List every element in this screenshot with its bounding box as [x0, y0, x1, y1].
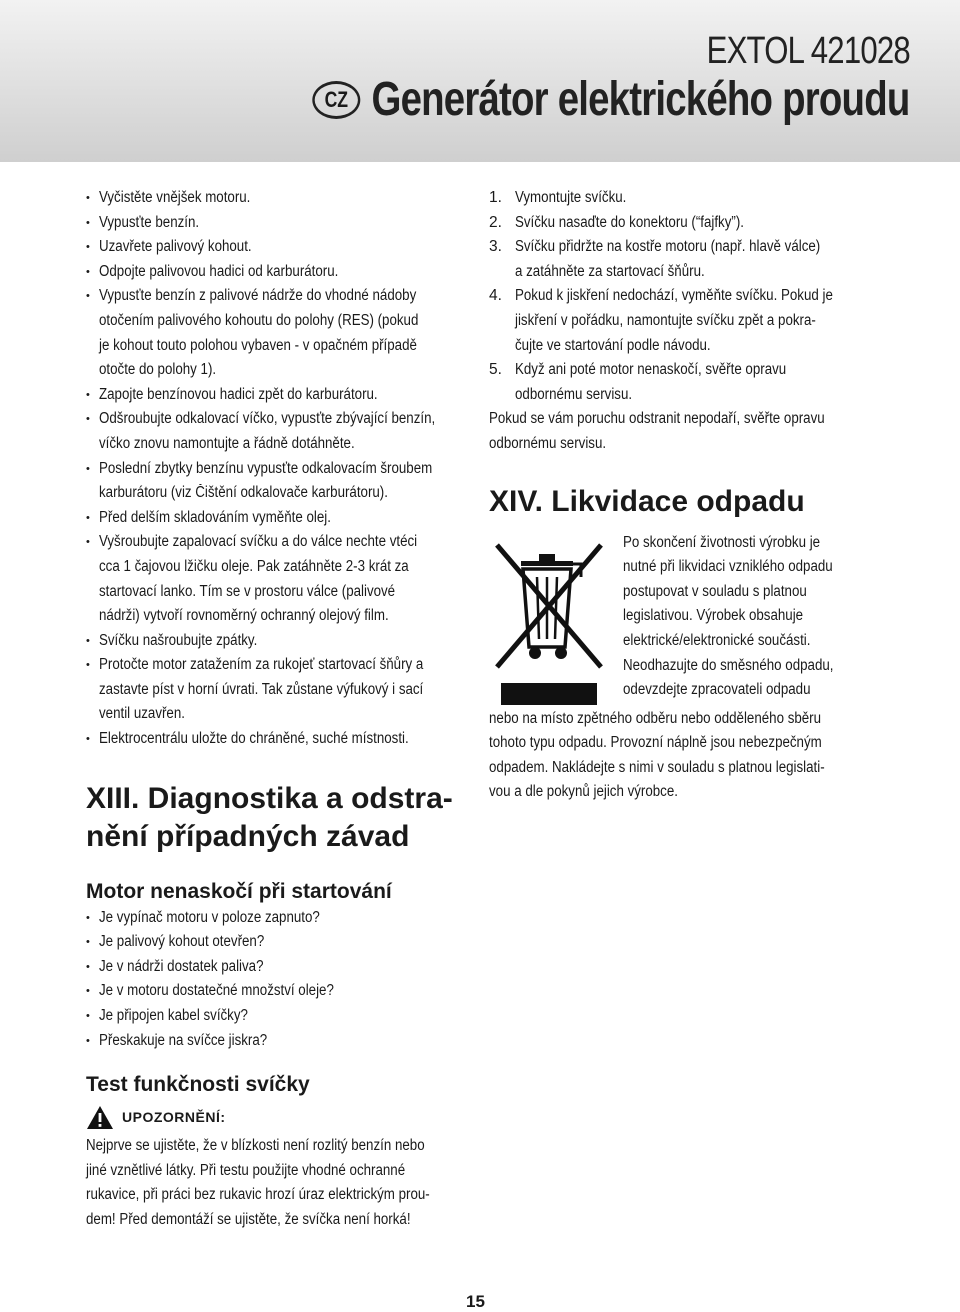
step-item: [489, 284, 869, 358]
warning-text: [86, 1134, 466, 1232]
list-item: [86, 407, 466, 456]
list-item: [86, 629, 466, 654]
list-item-text: Vyčistěte vnějšek motoru.: [99, 189, 251, 206]
list-item-text: Před delším skladováním vyměňte olej.: [99, 508, 331, 526]
list-item: [86, 1029, 466, 1054]
step-text: Když ani poté motor nenaskočí, svěřte opravu: [515, 361, 787, 379]
list-item-text: Vyšroubujte zapalovací svíčku a do válce nechte vtéci: [99, 533, 418, 551]
list-item-text: ventil uzavřen.: [99, 705, 185, 723]
disposal-full-text: [489, 707, 869, 805]
crossed-out-wheelie-bin-icon: [489, 537, 609, 713]
step-number: 2.: [489, 213, 502, 231]
disposal-side-text: [623, 531, 873, 703]
list-item-text: Protočte motor zatažením za rukojeť startovací šňůry a: [99, 656, 424, 674]
disposal-line: nebo na místo zpětného odběru nebo odděleného sběru: [489, 709, 822, 727]
list-item-text: Zapojte benzínovou hadici zpět do karburátoru.: [99, 385, 378, 403]
step-text: čujte ve startování podle návodu.: [515, 336, 711, 354]
disposal-line-row: [623, 580, 873, 605]
disposal-line-row: [489, 731, 869, 756]
disposal-line-row: [623, 654, 873, 679]
list-item-text-row: [99, 979, 466, 1004]
warning-text-line: Nejprve se ujistěte, že v blízkosti není rozlitý benzín nebo: [86, 1137, 425, 1155]
engine-check-list: [86, 906, 466, 1054]
step-text: jiskření v pořádku, namontujte svíčku zpět a pokra-: [515, 311, 816, 329]
step-number: 5.: [489, 361, 502, 379]
paragraph-line-row: [489, 407, 869, 432]
list-item-text-row: [99, 955, 466, 980]
list-item-text: je kohout touto polohou vybaven - v opačném případě: [99, 336, 417, 354]
warning-triangle-icon: [86, 1105, 114, 1130]
list-item-text-row: [99, 186, 466, 211]
list-item: [86, 930, 466, 955]
list-item-text: Poslední zbytky benzínu vypusťte odkalovacím šroubem: [99, 459, 433, 477]
paragraph-line: odbornému servisu.: [489, 434, 607, 452]
list-item-text: Odpojte palivovou hadici od karburátoru.: [99, 262, 339, 280]
section-13-title-line: nění případných závad: [86, 819, 410, 853]
list-item-text: zastavte píst v horní úvrati. Tak zůstane výfukový i sací: [99, 680, 424, 698]
after-steps-text: [489, 407, 869, 456]
list-item-text-row: [99, 506, 466, 531]
disposal-line-row: [623, 531, 873, 556]
list-item-text: Je palivový kohout otevřen?: [99, 933, 265, 951]
list-item: [86, 727, 466, 752]
warning-text-line: dem! Před demontáží se ujistěte, že svíčka není horká!: [86, 1211, 411, 1228]
model-number: EXTOL 421028: [706, 30, 910, 72]
list-item-text: Přeskakuje na svíčce jiskra?: [99, 1031, 268, 1049]
country-badge: CZ: [313, 81, 361, 119]
list-item-text-row: [99, 555, 466, 580]
list-item: [86, 530, 466, 628]
disposal-line-row: [623, 678, 873, 703]
list-item-text: otočte do polohy 1).: [99, 361, 217, 379]
list-item: [86, 653, 466, 727]
list-item-text: otočením palivového kohoutu do polohy (RES) (pokud: [99, 311, 419, 329]
disposal-line: postupovat v souladu s platnou: [623, 582, 807, 600]
disposal-line-row: [489, 707, 869, 732]
step-item: [489, 358, 869, 407]
list-item-text: Je v nádrži dostatek paliva?: [99, 957, 264, 975]
list-item-text-row: [99, 1029, 466, 1054]
page-number: 15: [466, 1292, 485, 1311]
section-14-title: XIV. Likvidace odpadu: [489, 484, 805, 518]
step-item: [489, 186, 869, 211]
disposal-line: Neodhazujte do směsného odpadu,: [623, 656, 834, 674]
step-text: a zatáhněte za startovací šňůru.: [515, 262, 705, 280]
section-13-title-line: XIII. Diagnostika a odstra-: [86, 781, 453, 815]
list-item-text-row: [99, 432, 466, 457]
title-row: [313, 72, 910, 127]
list-item-text: Vypusťte benzín.: [99, 213, 200, 231]
spark-test-steps: [489, 186, 869, 407]
list-item-text: startovací lanko. Tím se v prostoru válce (palivové: [99, 582, 396, 600]
list-item-text-row: [99, 702, 466, 727]
step-number: 1.: [489, 189, 502, 206]
paragraph-line: Pokud se vám poruchu odstranit nepodaří, svěřte opravu: [489, 410, 825, 428]
left-column: [86, 186, 466, 1233]
list-item-text-row: [99, 457, 466, 482]
step-text: Vymontujte svíčku.: [515, 189, 627, 206]
step-item: [489, 211, 869, 236]
step-text: Svíčku přidržte na kostře motoru (např. hlavě válce): [515, 238, 821, 256]
list-item-text: Je vypínač motoru v poloze zapnuto?: [99, 908, 320, 926]
list-item-text: Uzavřete palivový kohout.: [99, 238, 252, 256]
step-text-row: [515, 383, 869, 408]
section-13-title: [86, 780, 466, 856]
disposal-line: legislativou. Výrobek obsahuje: [623, 607, 804, 625]
warning-text-line-row: [86, 1183, 466, 1208]
list-item: [86, 955, 466, 980]
list-item: [86, 260, 466, 285]
warning-text-line-row: [86, 1208, 466, 1233]
list-item-text-row: [99, 727, 466, 752]
warning-label: UPOZORNĚNÍ:: [122, 1109, 226, 1126]
list-item: [86, 506, 466, 531]
step-text: odbornému servisu.: [515, 385, 633, 403]
document-title: Generátor elektrického proudu: [371, 73, 910, 126]
list-item: [86, 383, 466, 408]
list-item-text: nádrži) vytvoří rovnoměrný ochranný olejový film.: [99, 607, 389, 625]
step-item: [489, 235, 869, 284]
paragraph-line-row: [489, 432, 869, 457]
list-item-text: cca 1 čajovou lžičku oleje. Pak zatáhněte 2-3 krát za: [99, 557, 409, 575]
list-item-text: Je v motoru dostatečné množství oleje?: [99, 982, 334, 1000]
page-header: [0, 0, 960, 162]
list-item-text: karburátoru (viz Čištění odkalovače karburátoru).: [99, 484, 388, 502]
list-item-text-row: [99, 580, 466, 605]
list-item-text-row: [99, 1004, 466, 1029]
list-item: [86, 186, 466, 211]
disposal-line-row: [623, 555, 873, 580]
list-item-text-row: [99, 211, 466, 236]
step-number: 3.: [489, 238, 502, 256]
disposal-line: tohoto typu odpadu. Provozní náplně jsou nebezpečným: [489, 734, 822, 752]
disposal-line-row: [623, 629, 873, 654]
disposal-line: elektrické/elektronické součásti.: [623, 631, 811, 649]
step-text-row: [515, 186, 869, 211]
step-text: Pokud k jiskření nedochází, vyměňte svíčku. Pokud je: [515, 287, 833, 305]
list-item-text-row: [99, 930, 466, 955]
warning-text-line-row: [86, 1134, 466, 1159]
disposal-line: odpadem. Nakládejte s nimi v souladu s platnou legislati-: [489, 758, 825, 776]
disposal-block: [489, 531, 869, 707]
list-item-text: Odšroubujte odkalovací víčko, vypusťte zbývající benzín,: [99, 410, 436, 428]
list-item: [86, 284, 466, 382]
list-item-text-row: [99, 678, 466, 703]
warning-text-line: rukavice, při práci bez rukavic hrozí úraz elektrickým prou-: [86, 1186, 430, 1204]
list-item-text-row: [99, 334, 466, 359]
step-number: 4.: [489, 287, 502, 305]
list-item-text-row: [99, 284, 466, 309]
disposal-line: odevzdejte zpracovateli odpadu: [623, 681, 811, 699]
list-item-text-row: [99, 629, 466, 654]
disposal-line-row: [489, 756, 869, 781]
list-item-text: Svíčku našroubujte zpátky.: [99, 631, 258, 649]
warning-heading: [86, 1105, 466, 1130]
list-item: [86, 906, 466, 931]
warning-text-line-row: [86, 1159, 466, 1184]
list-item-text-row: [99, 604, 466, 629]
step-text-row: [515, 309, 869, 334]
subsection-spark-test-title: Test funkčnosti svíčky: [86, 1073, 310, 1097]
step-text-row: [515, 235, 869, 260]
list-item-text-row: [99, 383, 466, 408]
list-item-text-row: [99, 407, 466, 432]
list-item: [86, 235, 466, 260]
list-item: [86, 457, 466, 506]
warning-text-line: jiné vznětlivé látky. Při testu použijte vhodné ochranné: [86, 1161, 406, 1179]
storage-bullet-list: [86, 186, 466, 752]
list-item-text-row: [99, 358, 466, 383]
subsection-engine-not-starting-title: Motor nenaskočí při startování: [86, 879, 392, 903]
list-item-text-row: [99, 653, 466, 678]
list-item-text-row: [99, 235, 466, 260]
list-item-text-row: [99, 530, 466, 555]
disposal-line: vou a dle pokynů jejich výrobce.: [489, 783, 678, 801]
disposal-line-row: [489, 780, 869, 805]
disposal-line-row: [623, 604, 873, 629]
right-column: [489, 186, 869, 805]
list-item: [86, 1004, 466, 1029]
list-item-text-row: [99, 309, 466, 334]
step-text-row: [515, 260, 869, 285]
disposal-line: Po skončení životnosti výrobku je: [623, 533, 821, 551]
step-text-row: [515, 284, 869, 309]
step-text-row: [515, 334, 869, 359]
list-item-text-row: [99, 260, 466, 285]
disposal-line: nutné při likvidaci vzniklého odpadu: [623, 558, 833, 576]
list-item: [86, 979, 466, 1004]
step-text-row: [515, 358, 869, 383]
list-item-text: Vypusťte benzín z palivové nádrže do vhodné nádoby: [99, 287, 417, 305]
list-item-text-row: [99, 481, 466, 506]
list-item-text: Je připojen kabel svíčky?: [99, 1007, 248, 1025]
list-item: [86, 211, 466, 236]
step-text-row: [515, 211, 869, 236]
list-item-text: víčko znovu namontujte a řádně dotáhněte.: [99, 434, 355, 452]
list-item-text: Elektrocentrálu uložte do chráněné, suché místnosti.: [99, 730, 409, 748]
step-text: Svíčku nasaďte do konektoru (“fajfky”).: [515, 213, 744, 231]
list-item-text-row: [99, 906, 466, 931]
